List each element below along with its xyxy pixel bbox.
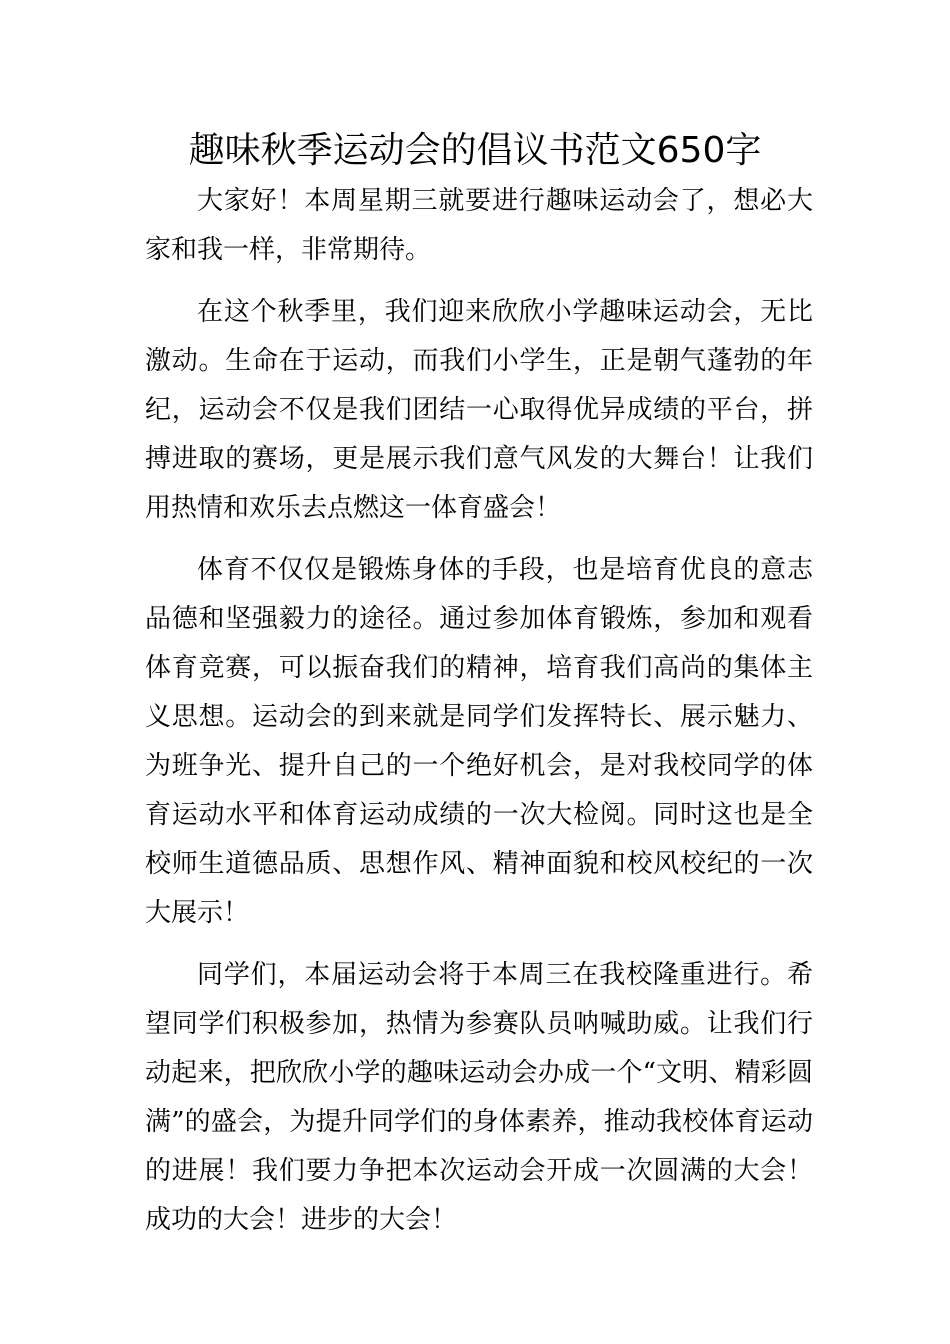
paragraph-sports-value: 体育不仅仅是锻炼身体的手段，也是培育优良的意志品德和坚强毅力的途径。通过参加体育锻炼，参加和观看体育竞赛，可以振奋我们的精神，培育我们高尚的集体主义思想。运动会的到来就是同学们发挥特长、展示魅力、为班争光、提升自己的一个绝好机会，是对我校同学的体育运动水平和体育运动成绩的一次大检阅。同时这也是全校师生道德品质、思想作风、精神面貌和校风校纪的一次大展示！	[145, 555, 813, 928]
paragraph-call-to-action: 同学们，本届运动会将于本周三在我校隆重进行。希望同学们积极参加，热情为参赛队员呐喊助威。让我们行动起来，把欣欣小学的趣味运动会办成一个“文明、精彩圆满”的盛会，为提升同学们的身体素养，推动我校体育运动的进展！我们要力争把本次运动会开成一次圆满的大会！成功的大会！进步的大会！	[145, 960, 813, 1235]
paragraph-autumn: 在这个秋季里，我们迎来欣欣小学趣味运动会，无比激动。生命在于运动，而我们小学生，正是朝气蓬勃的年纪，运动会不仅是我们团结一心取得优异成绩的平台，拼搏进取的赛场，更是展示我们意气风发的大舞台！让我们用热情和欢乐去点燃这一体育盛会！	[145, 297, 813, 523]
paragraph-greeting: 大家好！本周星期三就要进行趣味运动会了，想必大家和我一样，非常期待。	[145, 186, 813, 265]
document-title: 趣味秋季运动会的倡议书范文650字	[188, 130, 762, 171]
document-body	[145, 177, 813, 1258]
